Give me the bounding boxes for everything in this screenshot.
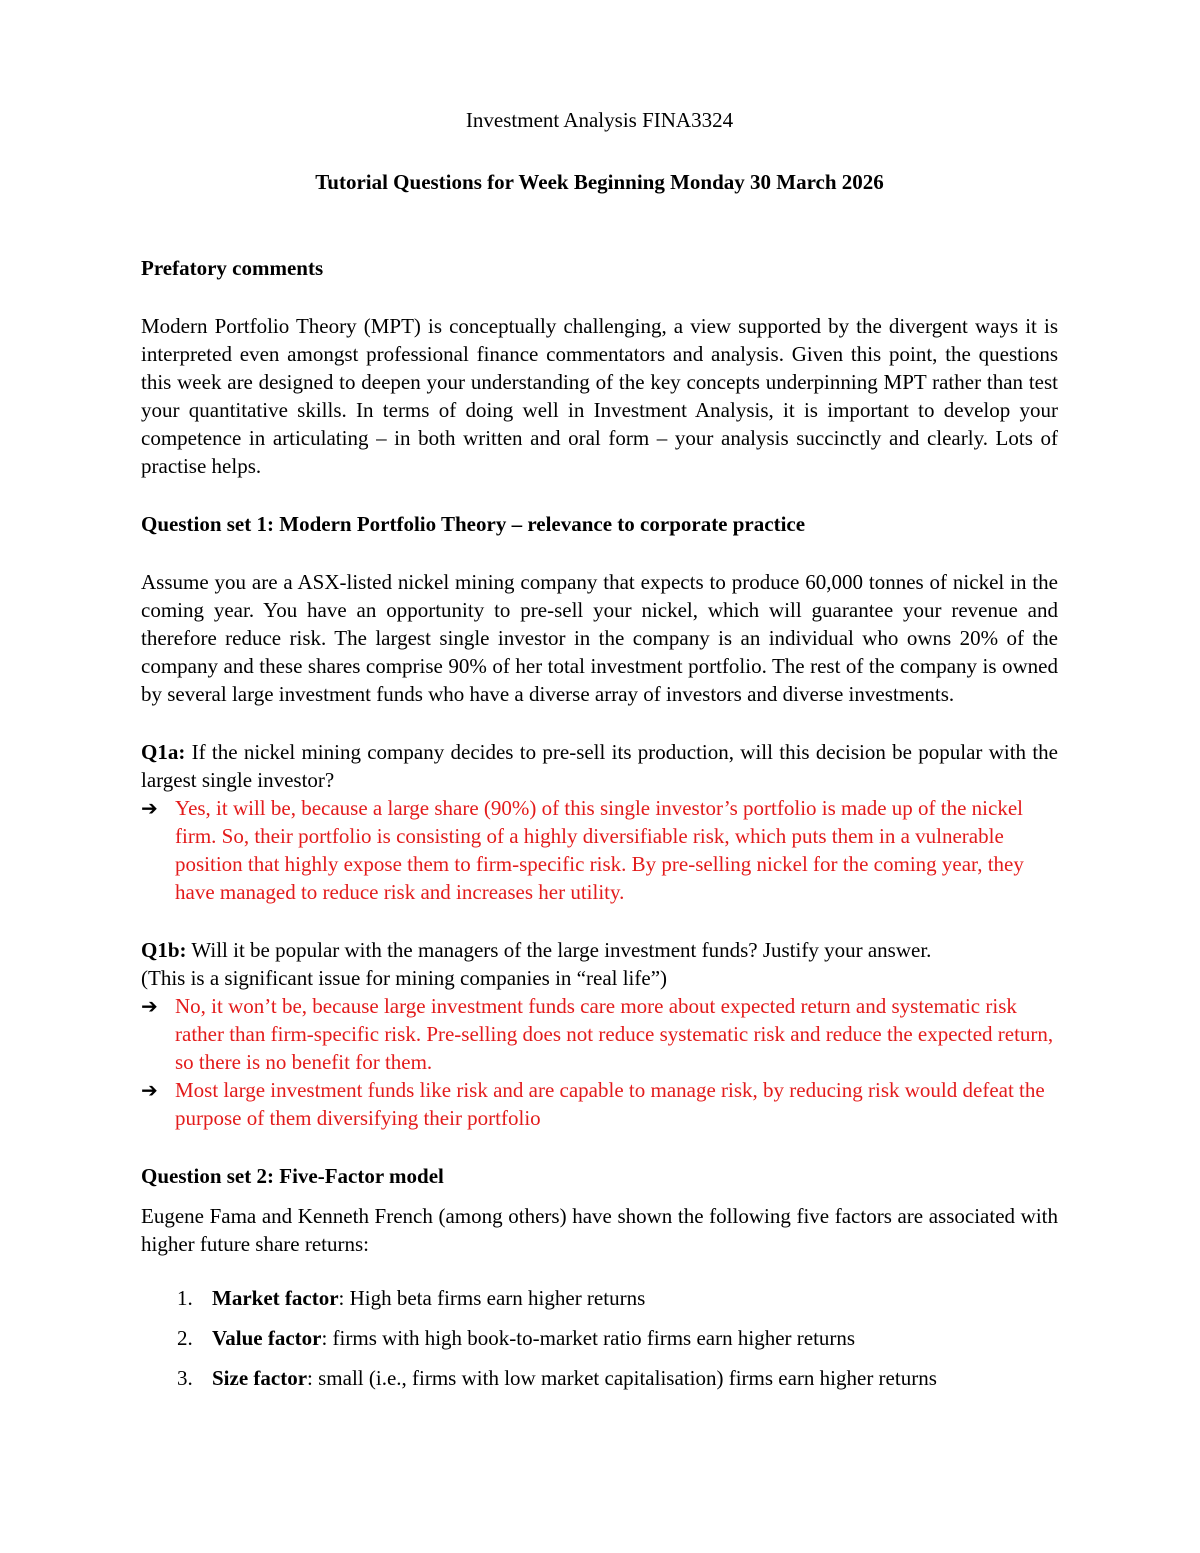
answer-1b-1-text: No, it won’t be, because large investment funds care more about expected return and systematic risk rather than firm-specific risk. Pre-selling does not reduce systematic risk and reduce the expected return, so there is no benefit for them. [175, 994, 1054, 1074]
question-1b-note: (This is a significant issue for mining companies in “real life”) [141, 966, 668, 990]
list-number: 1. [177, 1286, 193, 1310]
factor-description: : firms with high book-to-market ratio firms earn higher returns [321, 1326, 856, 1350]
factor-description: : small (i.e., firms with low market capitalisation) firms earn higher returns [307, 1366, 937, 1390]
answer-1a [141, 794, 1058, 906]
prefatory-body: Modern Portfolio Theory (MPT) is conceptually challenging, a view supported by the divergent ways it is interpreted even amongst professional finance commentators and analysis. Given this point, the questions this week are designed to deepen your understanding of the key concepts underpinning MPT rather than test your quantitative skills. In terms of doing well in Investment Analysis, it is important to develop your competence in articulating – in both written and oral form – your analysis succinctly and clearly. Lots of practise helps. [141, 314, 1058, 478]
answer-1b-2 [141, 1076, 1058, 1132]
question-set-1-heading: Question set 1: Modern Portfolio Theory – relevance to corporate practice [141, 512, 806, 536]
answer-1a-text: Yes, it will be, because a large share (90%) of this single investor’s portfolio is made up of the nickel firm. So, their portfolio is consisting of a highly diversifiable risk, which puts them in a vulnerable position that highly expose them to firm-specific risk. By pre-selling nickel for the coming year, they have managed to reduce risk and increases her utility. [175, 796, 1024, 904]
question-1b [141, 936, 1058, 964]
answer-1b-1 [141, 992, 1058, 1076]
question-1b-text: Will it be popular with the managers of the large investment funds? Justify your answer. [186, 938, 932, 962]
factor-description: : High beta firms earn higher returns [338, 1286, 646, 1310]
question-1a-label: Q1a: [141, 740, 186, 764]
question-1a-text: If the nickel mining company decides to pre-sell its production, will this decision be popular with the largest single investor? [141, 740, 1058, 792]
list-item [141, 1364, 1058, 1392]
tutorial-title: Tutorial Questions for Week Beginning Monday 30 March 2026 [315, 170, 884, 194]
factor-list [141, 1284, 1058, 1392]
document-page [141, 106, 1058, 1404]
question-set-1-intro: Assume you are a ASX-listed nickel mining company that expects to produce 60,000 tonnes of nickel in the coming year. You have an opportunity to pre-sell your nickel, which will guarantee your revenue and therefore reduce risk. The largest single investor in the company is an individual who owns 20% of the company and these shares comprise 90% of her total investment portfolio. The rest of the company is owned by several large investment funds who have a diverse array of investors and diverse investments. [141, 570, 1058, 706]
arrow-icon: ➔ [141, 1078, 158, 1102]
list-item [141, 1324, 1058, 1352]
list-number: 2. [177, 1326, 193, 1350]
prefatory-heading: Prefatory comments [141, 256, 324, 280]
question-1b-label: Q1b: [141, 938, 187, 962]
list-item [141, 1284, 1058, 1312]
question-set-2-heading: Question set 2: Five-Factor model [141, 1164, 444, 1188]
arrow-icon: ➔ [141, 796, 158, 820]
factor-name: Value factor [212, 1326, 322, 1350]
factor-name: Market factor [212, 1286, 339, 1310]
question-1a [141, 738, 1058, 794]
question-set-2-intro: Eugene Fama and Kenneth French (among others) have shown the following five factors are associated with higher future share returns: [141, 1204, 1058, 1256]
arrow-icon: ➔ [141, 994, 158, 1018]
list-number: 3. [177, 1366, 193, 1390]
course-title: Investment Analysis FINA3324 [465, 108, 734, 132]
factor-name: Size factor [212, 1366, 308, 1390]
answer-1b-2-text: Most large investment funds like risk and are capable to manage risk, by reducing risk would defeat the purpose of them diversifying their portfolio [175, 1078, 1045, 1130]
